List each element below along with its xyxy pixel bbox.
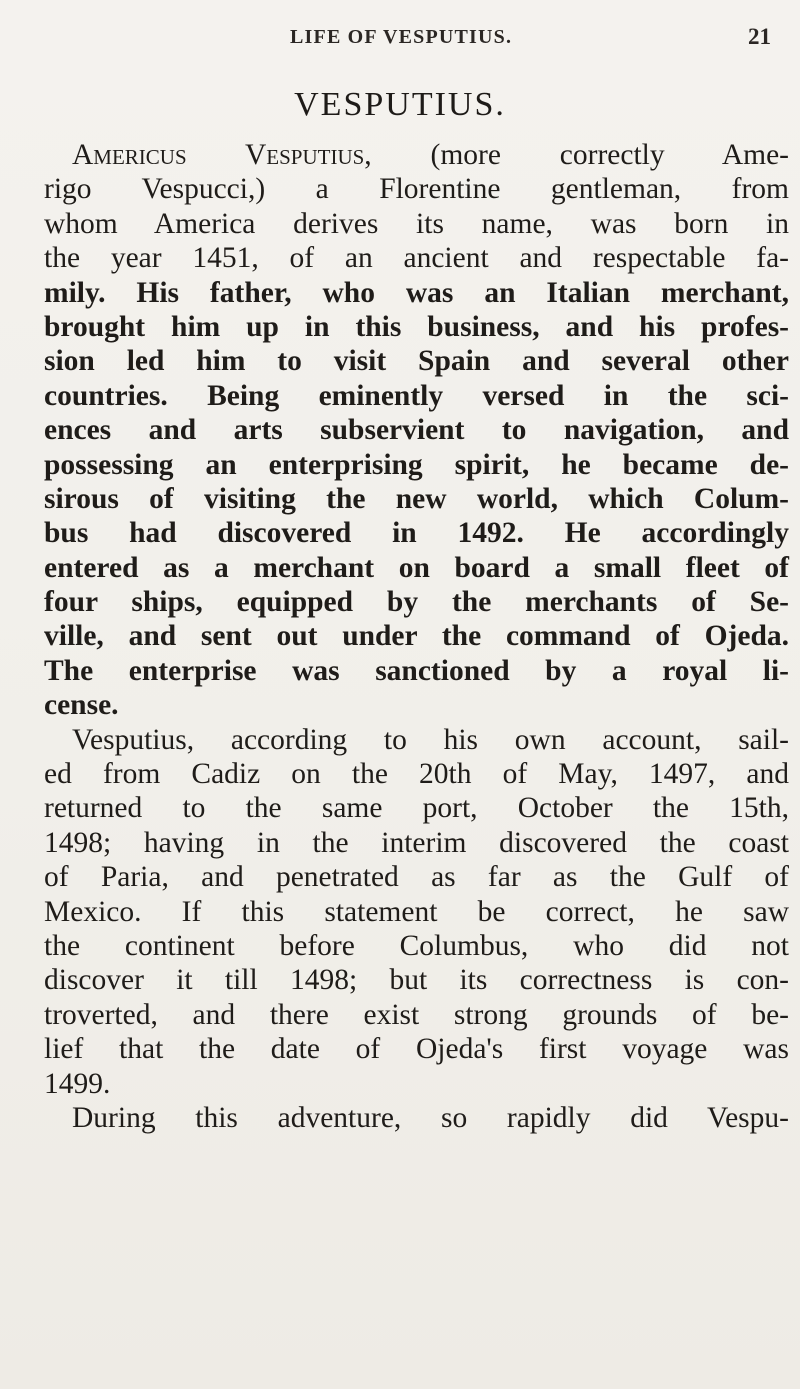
text-line: Mexico. If this statement be correct, he saw [44,895,789,928]
text-line: rigo Vespucci,) a Florentine gentleman, from [44,173,789,206]
text-line: returned to the same port, October the 15th, [44,792,789,825]
body-text [44,138,789,1135]
text-line: possessing an enterprising spirit, he became de- [44,448,789,481]
text-line: ed from Cadiz on the 20th of May, 1497, and [44,758,789,791]
text-line: brought him up in this business, and his profes- [44,310,789,343]
text-line: cense. [44,689,119,722]
text-line: sirous of visiting the new world, which Colum- [44,482,789,515]
text-line [44,138,789,172]
text-line: ences and arts subservient to navigation, and [44,414,789,447]
text-line: 1498; having in the interim discovered the coast [44,826,789,859]
text-line: the year 1451, of an ancient and respectable fa- [44,242,789,275]
line-text: (more correctly Ame- [371,139,789,171]
text-line: of Paria, and penetrated as far as the Gulf of [44,861,789,894]
text-line: four ships, equipped by the merchants of Se- [44,586,789,619]
text-line: 1499. [44,1067,111,1100]
text-line: entered as a merchant on board a small fleet of [44,551,789,584]
text-line: bus had discovered in 1492. He accordingly [44,517,789,550]
text-line: whom America derives its name, was born in [44,207,789,240]
text-line: troverted, and there exist strong grounds of be- [44,998,789,1031]
text-line: the continent before Columbus, who did not [44,929,789,962]
text-line: lief that the date of Ojeda's first voyage was [44,1033,789,1066]
running-head: LIFE OF VESPUTIUS. [290,26,513,48]
text-line: discover it till 1498; but its correctness is con- [44,964,789,997]
chapter-title: VESPUTIUS. [294,86,506,123]
page-number: 21 [748,24,771,49]
opening-name: Americus Vesputius, [72,139,372,171]
text-line: The enterprise was sanctioned by a royal li- [44,654,789,687]
text-line: During this adventure, so rapidly did Vespu- [72,1101,789,1134]
text-line: sion led him to visit Spain and several other [44,345,789,378]
text-line: Vesputius, according to his own account, sail- [72,723,789,756]
text-line: mily. His father, who was an Italian merchant, [44,276,789,309]
text-line: ville, and sent out under the command of Ojeda. [44,620,789,653]
text-line: countries. Being eminently versed in the sci- [44,379,789,412]
